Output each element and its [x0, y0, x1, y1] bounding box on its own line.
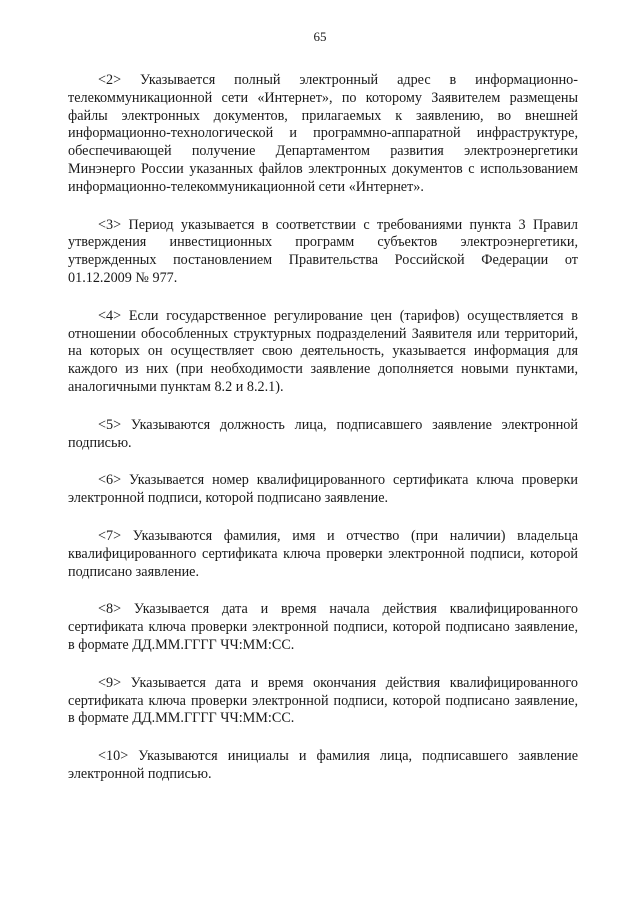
footnotes-list [68, 72, 578, 804]
page-number: 65 [313, 29, 327, 44]
footnote-10: <10> Указываются инициалы и фамилия лица, подписавшего заявление электронной подписью. [68, 748, 578, 782]
footnote-2: <2> Указывается полный электронный адрес в информационно-телекоммуникационной сети «Интернет», по которому Заявителем размещены файлы электронных документов, прилагаемых к заявлению, во внешней информационно-технологической и программно-аппаратной инфраструктуре, обеспечивающей получение Департаментом развития электроэнергетики Минэнерго России указанных файлов электронных документов с использованием информационно-телекоммуникационной сети «Интернет». [68, 72, 578, 195]
footnote-8: <8> Указывается дата и время начала действия квалифицированного сертификата ключа проверки электронной подписи, которой подписано заявление, в формате ДД.ММ.ГГГГ ЧЧ:ММ:СС. [68, 601, 578, 653]
footnote-4: <4> Если государственное регулирование цен (тарифов) осуществляется в отношении обособленных структурных подразделений Заявителя или территорий, на которых он осуществляет свою деятельность, указывается информация для каждого из них (при необходимости заявление дополняется новыми пунктами, аналогичными пунктам 8.2 и 8.2.1). [68, 307, 578, 395]
footnote-5: <5> Указываются должность лица, подписавшего заявление электронной подписью. [68, 416, 578, 451]
footnote-7: <7> Указываются фамилия, имя и отчество (при наличии) владельца квалифицированного сертификата ключа проверки электронной подписи, которой подписано заявление. [68, 527, 578, 580]
footnote-3: <3> Период указывается в соответствии с требованиями пункта 3 Правил утверждения инвестиционных программ субъектов электроэнергетики, утвержденных постановлением Правительства Российской Федерации от 01.12.2009 № 977. [68, 216, 578, 286]
footnote-6: <6> Указывается номер квалифицированного сертификата ключа проверки электронной подписи, которой подписано заявление. [68, 472, 578, 507]
footnote-9: <9> Указывается дата и время окончания действия квалифицированного сертификата ключа проверки электронной подписи, которой подписано заявление, в формате ДД.ММ.ГГГГ ЧЧ:ММ:СС. [68, 674, 578, 727]
